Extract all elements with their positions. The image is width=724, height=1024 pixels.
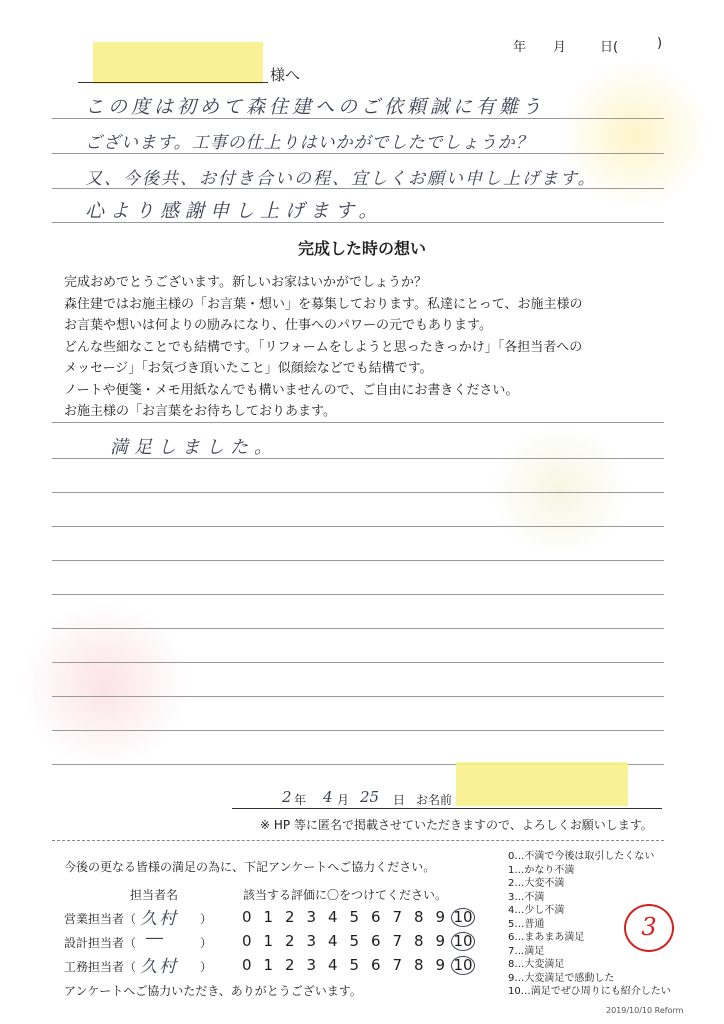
response-text: 満足しました。 <box>110 437 278 458</box>
rule-line <box>52 628 664 629</box>
form-version-footer: 2019/10/10 Reform <box>606 1006 684 1015</box>
signature-underline <box>232 808 662 809</box>
rating-option[interactable]: 7 <box>392 932 403 950</box>
rating-option[interactable]: 5 <box>349 956 360 974</box>
signature-year-unit: 年 <box>294 793 307 807</box>
rule-line <box>52 526 664 527</box>
legend-item: 1…かなり不満 <box>508 864 575 876</box>
rule-line <box>52 492 664 493</box>
letter-line-4: 心より感謝申し上げます。 <box>85 200 384 222</box>
body-line: 森住建ではお施主様の「お言葉・想い」を募集しております。私達にとって、お施主様の <box>64 296 583 312</box>
letter-line-1: この度は初めて森住建へのご依頼誠に有難う <box>85 96 546 118</box>
decorative-bloom-mid <box>480 430 640 550</box>
rating-option[interactable]: 2 <box>284 932 295 950</box>
letter-line-3: 又、今後共、お付き合いの程、宜しくお願い申し上げます。 <box>85 169 597 189</box>
survey-thanks: アンケートへご協力いただき、ありがとうございます。 <box>64 984 362 998</box>
body-line: どんな些細なことでも結構です。「リフォームをしようと思ったきっかけ」「各担当者への <box>64 339 583 355</box>
rating-option[interactable]: 6 <box>370 908 381 926</box>
sales-label-close: ） <box>200 912 213 926</box>
addressee-underline <box>78 82 268 83</box>
rating-option[interactable]: 7 <box>392 956 403 974</box>
rule-line <box>52 153 664 154</box>
signature-day-unit: 日 <box>393 793 406 807</box>
rating-option[interactable]: 8 <box>413 932 424 950</box>
rating-option-selected[interactable]: 10 <box>451 908 475 927</box>
legend-item: 10…満足でぜひ周りにも紹介したい <box>508 986 671 997</box>
legend-item: 5…普通 <box>508 918 545 930</box>
construction-rating-scale[interactable] <box>236 956 475 975</box>
anonymous-notice: ※ HP 等に匿名で掲載させていただきますので、よろしくお願いします。 <box>260 818 653 832</box>
body-line: お言葉や想いは何よりの励みになり、仕事へのパワーの元でもあります。 <box>64 318 492 333</box>
construction-label: 工務担当者（ <box>64 960 137 974</box>
legend-item: 2…大変不満 <box>508 878 565 889</box>
body-line: メッセージ」「お気づき頂いたこと」似顔絵などでも結構です。 <box>64 361 433 376</box>
rating-option[interactable]: 3 <box>306 956 317 974</box>
signature-day: 25 <box>360 788 380 806</box>
sales-rating-scale[interactable] <box>236 908 475 927</box>
design-rating-scale[interactable] <box>236 932 475 951</box>
legend-item: 7…満足 <box>508 945 545 957</box>
rating-option[interactable]: 4 <box>327 956 338 974</box>
rule-line <box>52 696 664 697</box>
redaction-name <box>456 762 628 806</box>
rating-option[interactable]: 8 <box>413 956 424 974</box>
rating-option[interactable]: 5 <box>349 908 360 926</box>
decorative-bloom-left <box>20 600 190 770</box>
sales-label: 営業担当者（ <box>64 912 137 926</box>
rule-line <box>52 662 664 663</box>
rating-option[interactable]: 6 <box>370 956 381 974</box>
section-divider <box>52 840 664 841</box>
legend-item: 9…大変満足で感動した <box>508 972 615 984</box>
rule-line <box>52 560 664 561</box>
rating-option[interactable]: 1 <box>263 932 274 950</box>
signature-month: 4 <box>323 788 333 806</box>
section-body <box>64 272 582 423</box>
rating-option[interactable]: 8 <box>413 908 424 926</box>
legend-item: 0…不満で今後は取引したくない <box>508 851 655 862</box>
rating-option[interactable]: 0 <box>241 956 252 974</box>
sales-staff-name: 久村 <box>140 909 178 929</box>
rating-option[interactable]: 3 <box>306 908 317 926</box>
legend-item: 3…不満 <box>508 891 545 903</box>
rating-option[interactable]: 6 <box>370 932 381 950</box>
rating-option[interactable]: 9 <box>435 932 446 950</box>
body-line: お施主様の「お言葉をお待ちしておりあます。 <box>64 404 336 419</box>
date-day-label: 日( <box>600 40 619 55</box>
date-year-label: 年 <box>513 40 527 55</box>
signature-month-unit: 月 <box>337 793 350 807</box>
signature-year: 2 <box>282 788 292 806</box>
rule-line <box>52 730 664 731</box>
section-title: 完成した時の想い <box>297 239 426 258</box>
col-rating-header: 該当する評価に〇をつけてください。 <box>243 888 448 902</box>
body-line: ノートや便箋・メモ用紙なんでも構いませんので、ご自由にお書きください。 <box>64 382 519 398</box>
rating-option[interactable]: 2 <box>284 956 295 974</box>
date-day-close: ) <box>657 36 663 51</box>
design-label: 設計担当者（ <box>64 936 137 950</box>
rating-option[interactable]: 1 <box>263 956 274 974</box>
rating-option[interactable]: 0 <box>241 908 252 926</box>
rating-option[interactable]: 3 <box>306 932 317 950</box>
legend-item: 8…大変満足 <box>508 959 565 970</box>
date-month-label: 月 <box>553 40 567 55</box>
rating-option-selected[interactable]: 10 <box>451 956 475 975</box>
sama-label: 様へ <box>270 66 301 84</box>
legend-item: 6…まあまあ満足 <box>508 932 585 943</box>
col-staff-header: 担当者名 <box>130 888 179 902</box>
survey-intro: 今後の更なる皆様の満足の為に、下記アンケートへご協力ください。 <box>64 860 436 874</box>
rating-option[interactable]: 0 <box>241 932 252 950</box>
signature-name-label: お名前 <box>416 793 453 807</box>
rating-option[interactable]: 9 <box>435 956 446 974</box>
rating-option-selected[interactable]: 10 <box>451 932 475 951</box>
rating-option[interactable]: 7 <box>392 908 403 926</box>
rating-option[interactable]: 1 <box>263 908 274 926</box>
design-label-close: ） <box>200 936 213 950</box>
body-line: 完成おめでとうございます。新しいお家はいかがでしょうか？ <box>64 275 427 290</box>
design-staff-name: ― <box>146 928 167 948</box>
rule-line <box>52 458 664 459</box>
rating-option[interactable]: 9 <box>435 908 446 926</box>
redaction-addressee <box>93 42 263 84</box>
legend-item: 4…少し不満 <box>508 905 565 916</box>
construction-staff-name: 久村 <box>140 957 178 977</box>
rating-option[interactable]: 4 <box>327 908 338 926</box>
red-stamp: 3 <box>624 904 674 952</box>
rule-line <box>52 594 664 595</box>
rating-option[interactable]: 5 <box>349 932 360 950</box>
construction-label-close: ） <box>200 960 213 974</box>
letter-line-2: ございます。工事の仕上りはいかがでしたでしょうか？ <box>85 133 534 153</box>
rating-option[interactable]: 2 <box>284 908 295 926</box>
rule-line <box>52 422 664 423</box>
rating-option[interactable]: 4 <box>327 932 338 950</box>
